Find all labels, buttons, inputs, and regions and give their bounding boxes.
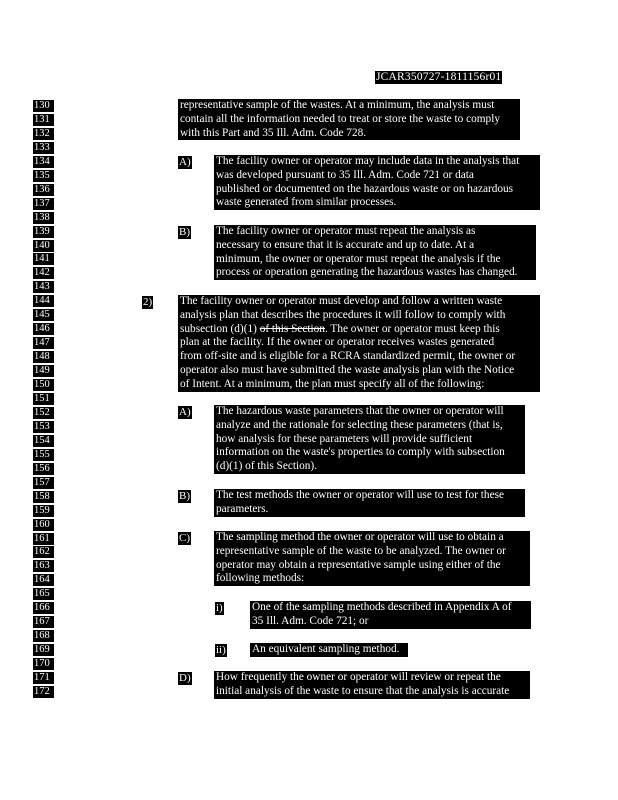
paragraph-b2 [214,489,525,517]
line-number: 169 [33,644,54,656]
line-number: 167 [33,616,54,628]
text-line: waste generated from similar processes. [216,196,397,209]
text-run: . The owner or operator must keep this [324,322,500,335]
text-line: contain all the information needed to treat or store the waste to comply [180,112,500,125]
text-line: (d)(1) of this Section). [216,460,318,473]
line-number: 131 [33,114,54,126]
line-number: 168 [33,630,54,642]
line-number: 154 [33,435,54,447]
text-line: An equivalent sampling method. [252,643,400,655]
line-number: 149 [33,365,54,377]
line-number: 134 [33,156,54,168]
text-line: plan at the facility. If the owner or operator receives wastes generated [180,336,495,349]
line-number: 163 [33,560,54,572]
subsection-marker-d2: D) [179,672,191,684]
subsection-marker-2: 2) [143,296,153,308]
line-number: 152 [33,407,54,419]
line-number: 143 [33,281,54,293]
line-number: 148 [33,351,54,363]
subsection-marker-a1: A) [179,156,191,168]
text-line: operator may obtain a representative sample using either of the [216,558,501,571]
text-line: One of the sampling methods described in Appendix A of [252,601,512,613]
text-line: initial analysis of the waste to ensure that the analysis is accurate [216,684,510,697]
line-number: 133 [33,142,54,154]
text-line: published or documented on the hazardous waste or on hazardous [216,182,514,195]
text-line: The sampling method the owner or operator will use to obtain a [216,531,504,543]
line-number: 130 [33,100,54,112]
scan-specks [40,30,111,35]
line-number: 145 [33,309,54,321]
subsection-marker-b2: B) [179,490,190,502]
text-line: analyze and the rationale for selecting these parameters (that is, [216,418,503,431]
line-number: 165 [33,588,54,600]
line-number: 146 [33,323,54,335]
line-number: 137 [33,198,54,210]
paragraph-a2 [214,405,525,474]
text-line: parameters. [216,502,269,515]
text-line: from off-site and is eligible for a RCRA standardized permit, the owner or [180,350,516,363]
subsection-marker-i: i) [216,602,223,614]
scan-speck: . [76,30,78,35]
struck-text: of this Section [259,322,325,335]
text-line: information on the waste's properties to comply with subsection [216,446,505,459]
paragraph-intro [178,99,520,140]
scan-speck: . [40,30,42,35]
subsection-marker-ii: ii) [216,644,226,656]
line-number: 139 [33,226,54,238]
subsection-marker-a2: A) [179,406,191,418]
line-number: 171 [33,672,54,684]
paragraph-d2 [214,671,530,699]
line-number: 144 [33,295,54,307]
line-number: 135 [33,170,54,182]
paragraph-ii [250,643,408,657]
text-line: how analysis for these parameters will provide sufficient [216,432,473,445]
line-number: 172 [33,686,54,698]
line-number: 141 [33,253,54,265]
subsection-marker-b1: B) [179,226,190,238]
text-line: The facility owner or operator may include data in the analysis that [216,155,520,167]
line-number: 159 [33,505,54,517]
line-number: 136 [33,184,54,196]
line-number: 158 [33,491,54,503]
text-line: The facility owner or operator must develop and follow a written waste [180,295,503,307]
paragraph-2 [178,295,540,392]
paragraph-b1 [214,225,536,280]
text-line: necessary to ensure that it is accurate and up to date. At a [216,238,475,251]
line-number: 151 [33,393,54,405]
paragraph-a1 [214,155,540,210]
text-line: operator also must have submitted the waste analysis plan with the Notice [180,363,515,376]
line-number: 153 [33,421,54,433]
text-line: How frequently the owner or operator will review or repeat the [216,671,501,683]
paragraph-i [250,601,531,629]
text-line: following methods: [216,572,305,585]
paragraph-c2 [214,531,530,586]
text-line: of Intent. At a minimum, the plan must specify all of the following: [180,377,485,390]
line-number: 170 [33,658,54,670]
text-line: The hazardous waste parameters that the owner or operator will [216,405,504,417]
subsection-marker-c2: C) [179,532,190,544]
line-number: 161 [33,533,54,545]
line-number: 155 [33,449,54,461]
line-number: 162 [33,546,54,558]
text-line: process or operation generating the hazardous wastes has changed. [216,266,518,279]
text-line: The test methods the owner or operator will use to test for these [216,489,504,501]
line-number: 138 [33,212,54,224]
text-line: minimum, the owner or operator must repeat the analysis if the [216,252,501,265]
text-line: 35 Ill. Adm. Code 721; or [252,614,369,627]
text-run: subsection (d)(1) [180,322,260,335]
line-number: 142 [33,267,54,279]
text-line [180,323,538,337]
text-line: was developed pursuant to 35 Ill. Adm. Code 721 or data [216,168,474,181]
line-number: 140 [33,240,54,252]
text-line: representative sample of the wastes. At a minimum, the analysis must [180,99,495,111]
line-number: 156 [33,463,54,475]
text-line: with this Part and 35 Ill. Adm. Code 728. [180,126,367,139]
line-number: 164 [33,574,54,586]
line-number: 132 [33,128,54,140]
document-code: JCAR350727-1811156r01 [376,71,502,83]
line-number: 150 [33,379,54,391]
line-number: 160 [33,519,54,531]
text-line: analysis plan that describes the procedures it will follow to comply with [180,308,506,321]
line-number: 157 [33,477,54,489]
line-number: 166 [33,602,54,614]
text-line: representative sample of the waste to be analyzed. The owner or [216,544,506,557]
line-number: 147 [33,337,54,349]
text-line: The facility owner or operator must repeat the analysis as [216,225,476,237]
